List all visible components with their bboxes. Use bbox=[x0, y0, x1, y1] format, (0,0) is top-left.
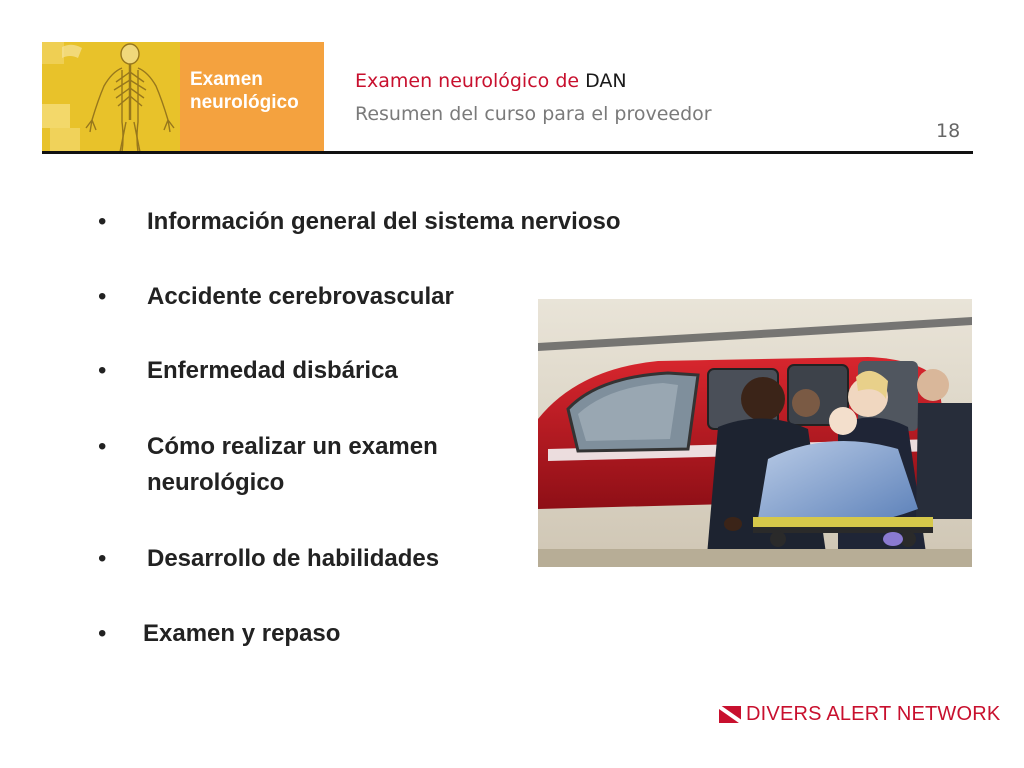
dive-flag-icon bbox=[719, 706, 741, 723]
list-item-text: Enfermedad disbárica bbox=[147, 357, 398, 384]
logo-line-2: neurológico bbox=[190, 92, 299, 113]
helicopter-rescue-photo bbox=[538, 299, 972, 567]
list-item-text: Examen y repaso bbox=[143, 620, 341, 647]
page-number: 18 bbox=[936, 120, 961, 142]
list-item-text: Accidente cerebrovascular bbox=[147, 283, 454, 310]
bullet-icon: • bbox=[98, 208, 107, 235]
logo-label-panel bbox=[180, 42, 324, 152]
bullet-icon: • bbox=[98, 357, 107, 384]
list-item-text: Desarrollo de habilidades bbox=[147, 545, 440, 572]
bullet-icon: • bbox=[98, 620, 107, 647]
bullet-icon: • bbox=[98, 433, 107, 460]
slide-title bbox=[355, 70, 627, 92]
nervous-system-illustration bbox=[42, 42, 180, 152]
slide-title-main: Examen neurológico de bbox=[355, 70, 580, 92]
course-logo bbox=[42, 42, 324, 152]
organization-name: DIVERS ALERT NETWORK bbox=[746, 703, 1001, 725]
list-item-text: Información general del sistema nervioso bbox=[147, 208, 621, 235]
list-item-text: neurológico bbox=[147, 469, 285, 496]
bullet-icon: • bbox=[98, 283, 107, 310]
header-divider bbox=[42, 151, 973, 154]
list-item-text: Cómo realizar un examen bbox=[147, 433, 438, 460]
logo-line-1: Examen bbox=[190, 69, 263, 90]
slide-title-dan: DAN bbox=[585, 70, 627, 92]
slide-subtitle: Resumen del curso para el proveedor bbox=[355, 103, 712, 125]
bullet-icon: • bbox=[98, 545, 107, 572]
